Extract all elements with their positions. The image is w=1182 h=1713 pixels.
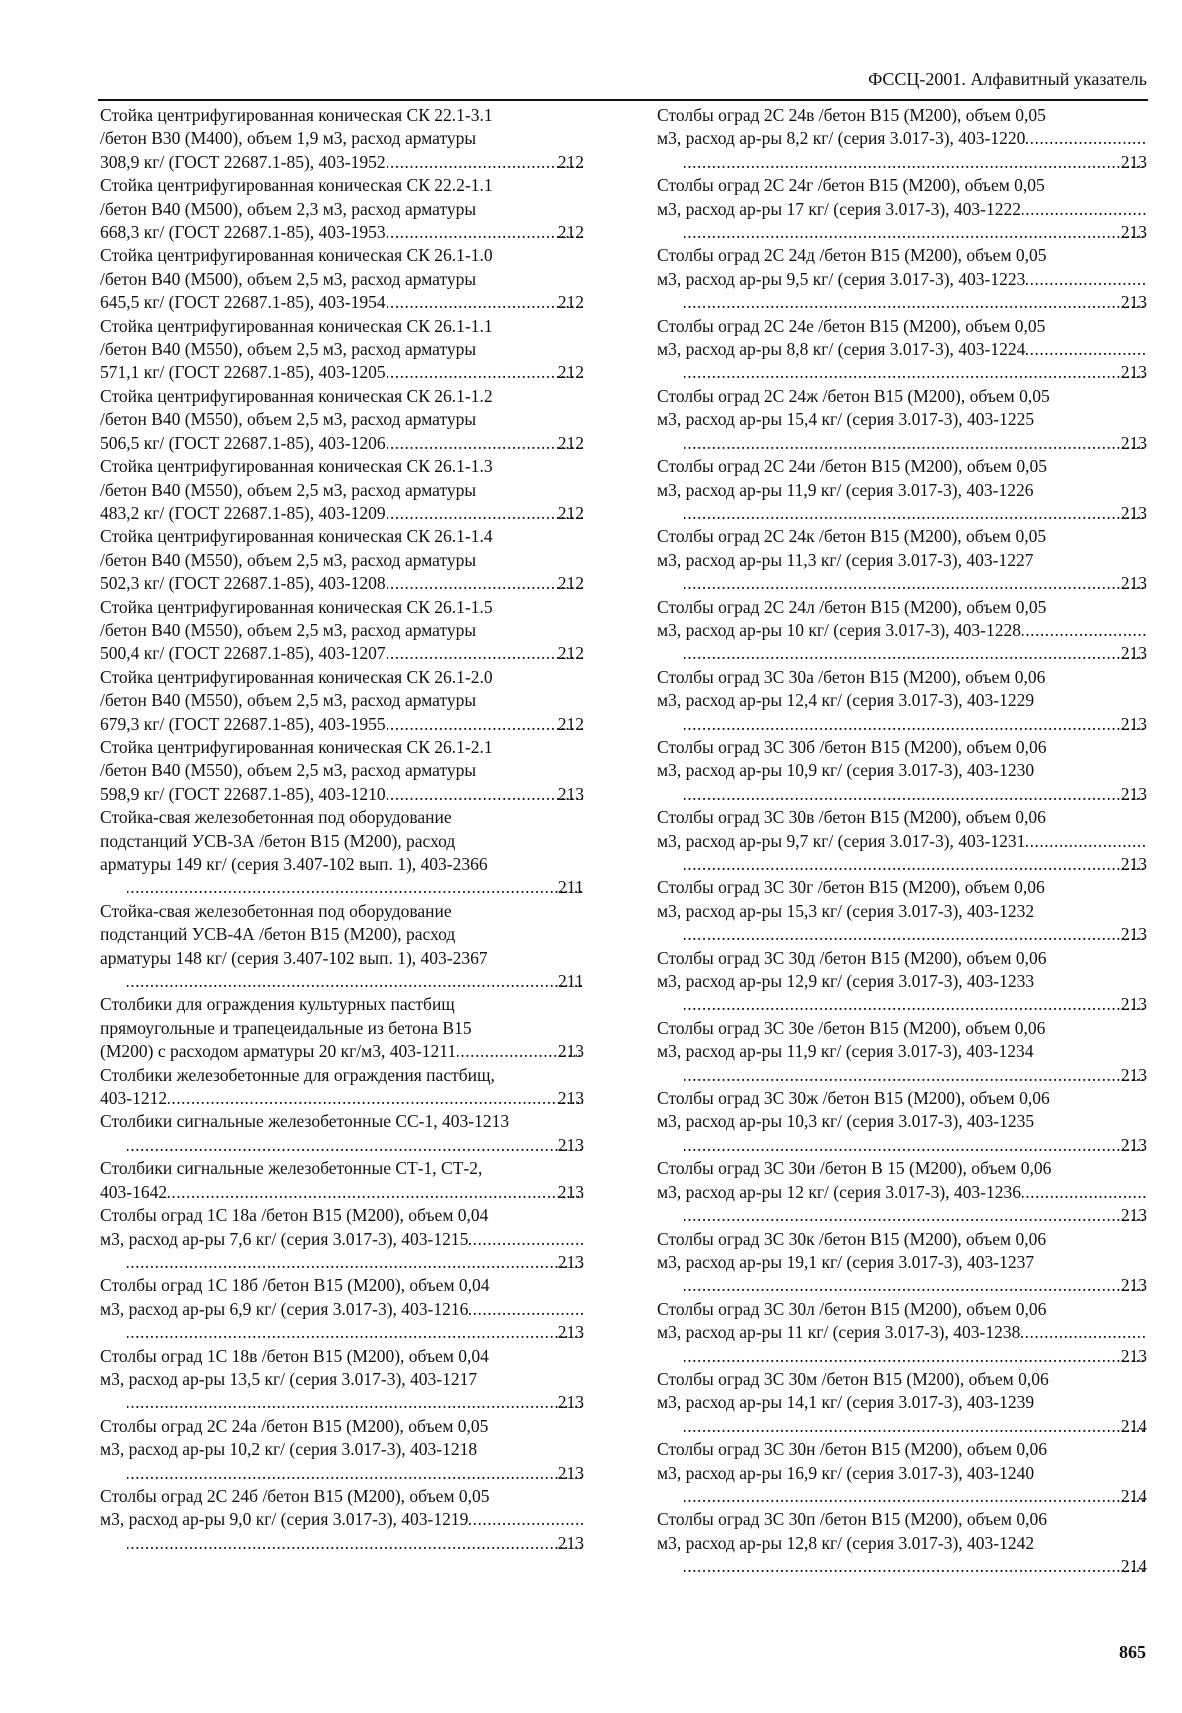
entry-line: /бетон В40 (М500), объем 2,5 м3, расход арматуры <box>100 268 477 289</box>
entry-line: Стойка-свая железобетонная под оборудование <box>100 807 452 828</box>
entry-line <box>126 1251 584 1274</box>
dot-leader <box>1026 127 1146 150</box>
entry-line: /бетон В40 (М550), объем 2,5 м3, расход арматуры <box>100 339 477 360</box>
entry-line <box>683 1555 1147 1578</box>
entry-line: м3, расход ар-ры 19,1 кг/ (серия 3.017-3), 403-1237 <box>657 1251 1035 1272</box>
entry-line <box>100 572 584 595</box>
index-entry <box>100 1345 584 1415</box>
dot-leader <box>469 1508 583 1531</box>
dot-leader <box>387 713 583 736</box>
entry-line <box>100 1181 584 1204</box>
index-entry <box>657 455 1147 525</box>
entry-text: м3, расход ар-ры 7,6 кг/ (серия 3.017-3), 403-1215 <box>100 1228 469 1249</box>
entry-line: м3, расход ар-ры 15,3 кг/ (серия 3.017-3), 403-1232 <box>657 900 1035 921</box>
index-entry <box>657 666 1147 736</box>
dot-leader <box>387 432 583 455</box>
entry-line <box>683 642 1147 665</box>
entry-line: м3, расход ар-ры 11,3 кг/ (серия 3.017-3), 403-1227 <box>657 549 1034 570</box>
entry-line: Столбы оград 3С 30н /бетон В15 (М200), объем 0,06 <box>657 1439 1047 1460</box>
entry-line: ..... 211 <box>126 876 584 899</box>
dot-leader <box>127 1462 583 1485</box>
entry-line: Столбы оград 1С 18в /бетон В15 (М200), объем 0,04 <box>100 1345 489 1366</box>
index-entry <box>657 104 1147 174</box>
entry-line <box>683 1204 1147 1227</box>
index-column-left <box>100 104 584 1555</box>
dot-leader <box>684 1274 1146 1297</box>
entry-text: 403-1212 <box>100 1088 168 1109</box>
entry-line <box>683 361 1147 384</box>
entry-text: 668,3 кг/ (ГОСТ 22687.1-85), 403-1953 <box>100 222 386 243</box>
entry-line <box>683 993 1147 1016</box>
index-entry <box>100 244 584 314</box>
index-entry <box>657 806 1147 876</box>
entry-text: 500,4 кг/ (ГОСТ 22687.1-85), 403-1207 <box>100 643 386 664</box>
dot-leader <box>168 1181 583 1204</box>
entry-line <box>657 1181 1147 1204</box>
entry-text: 502,3 кг/ (ГОСТ 22687.1-85), 403-1208 <box>100 573 386 594</box>
entry-text: 506,5 кг/ (ГОСТ 22687.1-85), 403-1206 <box>100 432 386 453</box>
index-entry <box>657 1228 1147 1298</box>
dot-leader <box>684 1485 1146 1508</box>
index-entry <box>100 736 584 806</box>
entry-line: м3, расход ар-ры 11,9 кг/ (серия 3.017-3), 403-1234 <box>657 1041 1034 1062</box>
entry-line: Стойка центрифугированная коническая СК 26.1-1.4 <box>100 526 493 547</box>
entry-line: Столбы оград 2С 24л /бетон В15 (М200), объем 0,05 <box>657 596 1047 617</box>
running-header: ФССЦ-2001. Алфавитный указатель <box>868 69 1147 89</box>
index-entry <box>657 1508 1147 1578</box>
index-entry <box>657 525 1147 595</box>
entry-text: м3, расход ар-ры 10 кг/ (серия 3.017-3), 403-1228 <box>657 619 1021 640</box>
entry-line <box>683 432 1147 455</box>
entry-line: /бетон В40 (М550), объем 2,5 м3, расход арматуры <box>100 619 477 640</box>
entry-line: м3, расход ар-ры 14,1 кг/ (серия 3.017-3), 403-1239 <box>657 1392 1035 1413</box>
index-entry <box>100 1485 584 1555</box>
entry-line: Стойка-свая железобетонная под оборудование <box>100 900 452 921</box>
index-entry <box>100 1274 584 1344</box>
index-entry <box>657 1087 1147 1157</box>
dot-leader <box>684 1555 1146 1578</box>
index-entry <box>100 993 584 1063</box>
entry-text: м3, расход ар-ры 9,0 кг/ (серия 3.017-3), 403-1219 <box>100 1509 469 1530</box>
entry-line <box>683 713 1147 736</box>
entry-line: м3, расход ар-ры 10,2 кг/ (серия 3.017-3), 403-1218 <box>100 1439 478 1460</box>
entry-line <box>100 432 584 455</box>
index-entry <box>657 736 1147 806</box>
entry-line: Столбы оград 3С 30а /бетон В15 (М200), объем 0,06 <box>657 666 1046 687</box>
entry-line: Столбы оград 3С 30в /бетон В15 (М200), объем 0,06 <box>657 807 1046 828</box>
entry-line <box>126 1321 584 1344</box>
dot-leader <box>1026 268 1146 291</box>
dot-leader <box>168 1087 583 1110</box>
entry-text: м3, расход ар-ры 9,7 кг/ (серия 3.017-3), 403-1231 <box>657 830 1026 851</box>
entry-text: 483,2 кг/ (ГОСТ 22687.1-85), 403-1209 <box>100 502 386 523</box>
index-entry <box>100 1110 584 1157</box>
entry-line <box>100 713 584 736</box>
dot-leader <box>1026 830 1146 853</box>
entry-line: арматуры 148 кг/ (серия 3.407-102 вып. 1), 403-2367 <box>100 947 488 968</box>
entry-line: м3, расход ар-ры 12,8 кг/ (серия 3.017-3), 403-1242 <box>657 1532 1035 1553</box>
entry-line: Столбики для ограждения культурных пастбищ <box>100 994 455 1015</box>
index-entry <box>100 1204 584 1274</box>
entry-line: Стойка центрифугированная коническая СК 26.1-1.3 <box>100 456 493 477</box>
entry-text: м3, расход ар-ры 9,5 кг/ (серия 3.017-3), 403-1223 <box>657 268 1026 289</box>
entry-line: м3, расход ар-ры 13,5 кг/ (серия 3.017-3), 403-1217 <box>100 1368 478 1389</box>
entry-text: 679,3 кг/ (ГОСТ 22687.1-85), 403-1955 <box>100 713 386 734</box>
dot-leader <box>684 502 1146 525</box>
dot-leader <box>1022 198 1146 221</box>
entry-line: Столбы оград 2С 24б /бетон В15 (М200), объем 0,05 <box>100 1485 490 1506</box>
index-entry <box>100 1064 584 1111</box>
dot-leader <box>127 1321 583 1344</box>
entry-line: Столбы оград 2С 24ж /бетон В15 (М200), объем 0,05 <box>657 385 1050 406</box>
entry-line: ..... 211 <box>126 970 584 993</box>
entry-line: Столбы оград 3С 30к /бетон В15 (М200), объем 0,06 <box>657 1228 1047 1249</box>
entry-line <box>100 151 584 174</box>
entry-line <box>683 1064 1147 1087</box>
dot-leader <box>1026 338 1146 361</box>
index-entry <box>100 315 584 385</box>
dot-leader <box>684 1415 1146 1438</box>
entry-line: Столбы оград 2С 24е /бетон В15 (М200), объем 0,05 <box>657 315 1046 336</box>
index-entry <box>100 596 584 666</box>
entry-text: 598,9 кг/ (ГОСТ 22687.1-85), 403-1210 <box>100 783 386 804</box>
entry-line: Столбы оград 3С 30д /бетон В15 (М200), объем 0,06 <box>657 947 1047 968</box>
dot-leader <box>127 1532 583 1555</box>
index-entry <box>657 174 1147 244</box>
entry-line <box>683 291 1147 314</box>
entry-line: арматуры 149 кг/ (серия 3.407-102 вып. 1), 403-2366 <box>100 854 488 874</box>
dot-leader <box>684 923 1146 946</box>
entry-line <box>126 1462 584 1485</box>
dot-leader <box>469 1298 583 1321</box>
dot-leader <box>387 783 583 806</box>
entry-line <box>657 198 1147 221</box>
entry-line <box>683 572 1147 595</box>
entry-line <box>126 1134 584 1157</box>
entry-line <box>683 151 1147 174</box>
dot-leader <box>684 291 1146 314</box>
dot-leader <box>127 1391 583 1414</box>
dot-leader <box>684 1345 1146 1368</box>
entry-line: Столбики сигнальные железобетонные СТ-1, СТ-2, <box>100 1158 483 1179</box>
entry-line: Столбики сигнальные железобетонные СС-1, 403-1213 <box>100 1111 510 1132</box>
index-entry <box>657 385 1147 455</box>
entry-text: (М200) с расходом арматуры 20 кг/м3, 403-1211 <box>100 1041 457 1062</box>
entry-line <box>657 268 1147 291</box>
entry-line: Столбы оград 2С 24в /бетон В15 (М200), объем 0,05 <box>657 105 1046 125</box>
index-entry <box>657 1438 1147 1508</box>
entry-text: 308,9 кг/ (ГОСТ 22687.1-85), 403-1952 <box>100 151 386 172</box>
entry-line: м3, расход ар-ры 11,9 кг/ (серия 3.017-3), 403-1226 <box>657 479 1034 500</box>
entry-line <box>100 1228 584 1251</box>
entry-line <box>657 1321 1147 1344</box>
entry-line: Столбы оград 3С 30е /бетон В15 (М200), объем 0,06 <box>657 1017 1046 1038</box>
entry-line: Столбы оград 3С 30ж /бетон В15 (М200), объем 0,06 <box>657 1088 1050 1109</box>
dot-leader <box>387 361 583 384</box>
entry-line: м3, расход ар-ры 12,9 кг/ (серия 3.017-3), 403-1233 <box>657 971 1035 992</box>
entry-line: /бетон В40 (М550), объем 2,5 м3, расход арматуры <box>100 479 477 500</box>
entry-line: Столбы оград 3С 30л /бетон В15 (М200), объем 0,06 <box>657 1298 1047 1319</box>
entry-line: Стойка центрифугированная коническая СК 26.1-2.0 <box>100 666 493 687</box>
entry-line <box>657 619 1147 642</box>
entry-line: Стойка центрифугированная коническая СК 26.1-1.1 <box>100 315 493 336</box>
entry-line <box>683 502 1147 525</box>
dot-leader <box>684 432 1146 455</box>
entry-line <box>126 1391 584 1414</box>
entry-line: Стойка центрифугированная коническая СК 26.1-1.2 <box>100 385 493 406</box>
header-rule <box>98 99 1148 101</box>
dot-leader <box>127 1251 583 1274</box>
entry-line: Столбы оград 3С 30м /бетон В15 (М200), объем 0,06 <box>657 1368 1049 1389</box>
entry-line: Столбы оград 3С 30и /бетон В 15 (М200), объем 0,06 <box>657 1158 1052 1179</box>
entry-line: Стойка центрифугированная коническая СК 26.1-1.0 <box>100 245 493 266</box>
entry-line <box>683 1274 1147 1297</box>
dot-leader <box>684 151 1146 174</box>
entry-line <box>100 502 584 525</box>
entry-line: м3, расход ар-ры 16,9 кг/ (серия 3.017-3), 403-1240 <box>657 1462 1035 1483</box>
entry-line: Стойка центрифугированная коническая СК 26.1-2.1 <box>100 736 493 757</box>
entry-text: 645,5 кг/ (ГОСТ 22687.1-85), 403-1954 <box>100 292 386 313</box>
dot-leader <box>1022 1181 1146 1204</box>
dot-leader <box>684 783 1146 806</box>
entry-text: м3, расход ар-ры 11 кг/ (серия 3.017-3), 403-1238 <box>657 1322 1021 1343</box>
dot-leader <box>684 1204 1146 1227</box>
index-entry <box>100 525 584 595</box>
entry-line <box>100 291 584 314</box>
entry-line: м3, расход ар-ры 12,4 кг/ (серия 3.017-3), 403-1229 <box>657 690 1035 711</box>
entry-line: Столбы оград 2С 24к /бетон В15 (М200), объем 0,05 <box>657 526 1047 547</box>
dot-leader <box>1022 619 1146 642</box>
dot-leader <box>684 361 1146 384</box>
index-entry <box>657 315 1147 385</box>
index-entry <box>100 806 584 900</box>
entry-line: прямоугольные и трапецеидальные из бетона В15 <box>100 1017 472 1038</box>
entry-line <box>683 853 1147 876</box>
entry-line: Столбы оград 1С 18а /бетон В15 (М200), объем 0,04 <box>100 1205 489 1226</box>
dot-leader <box>684 1134 1146 1157</box>
entry-line: /бетон В40 (М500), объем 2,3 м3, расход арматуры <box>100 198 477 219</box>
entry-line: /бетон В40 (М550), объем 2,5 м3, расход арматуры <box>100 549 477 570</box>
index-entry <box>100 1157 584 1204</box>
dot-leader <box>127 970 583 993</box>
dot-leader <box>387 291 583 314</box>
entry-line: /бетон В30 (М400), объем 1,9 м3, расход арматуры <box>100 128 477 149</box>
entry-line: Столбы оград 1С 18б /бетон В15 (М200), объем 0,04 <box>100 1275 490 1296</box>
page-number: 865 <box>1119 1642 1146 1662</box>
index-entry <box>100 900 584 994</box>
index-entry <box>100 666 584 736</box>
entry-line: /бетон В40 (М550), объем 2,5 м3, расход арматуры <box>100 690 477 711</box>
entry-line <box>100 361 584 384</box>
index-entry <box>657 947 1147 1017</box>
dot-leader <box>127 1134 583 1157</box>
entry-line <box>683 1345 1147 1368</box>
entry-text: 571,1 кг/ (ГОСТ 22687.1-85), 403-1205 <box>100 362 386 383</box>
entry-line <box>683 783 1147 806</box>
dot-leader <box>684 572 1146 595</box>
dot-leader <box>127 876 583 899</box>
entry-line <box>100 221 584 244</box>
entry-text: м3, расход ар-ры 17 кг/ (серия 3.017-3), 403-1222 <box>657 198 1021 219</box>
index-entry <box>657 244 1147 314</box>
entry-line: Столбики железобетонные для ограждения пастбищ, <box>100 1064 495 1085</box>
index-entry <box>100 174 584 244</box>
index-entry <box>100 385 584 455</box>
dot-leader <box>469 1228 583 1251</box>
entry-line <box>100 1298 584 1321</box>
entry-line: Столбы оград 2С 24д /бетон В15 (М200), объем 0,05 <box>657 245 1047 266</box>
index-entry <box>657 1298 1147 1368</box>
entry-line <box>126 1532 584 1555</box>
entry-line <box>100 1040 584 1063</box>
entry-line: Столбы оград 3С 30п /бетон В15 (М200), объем 0,06 <box>657 1509 1047 1530</box>
dot-leader <box>387 151 583 174</box>
dot-leader <box>387 221 583 244</box>
dot-leader <box>684 993 1146 1016</box>
dot-leader <box>684 713 1146 736</box>
dot-leader <box>684 221 1146 244</box>
dot-leader <box>684 1064 1146 1087</box>
entry-line: м3, расход ар-ры 10,3 кг/ (серия 3.017-3), 403-1235 <box>657 1111 1035 1132</box>
entry-line <box>657 830 1147 853</box>
index-entry <box>100 1415 584 1485</box>
index-entry <box>100 455 584 525</box>
index-entry <box>100 104 584 174</box>
entry-line: Столбы оград 2С 24а /бетон В15 (М200), объем 0,05 <box>100 1415 489 1436</box>
entry-line: Столбы оград 3С 30б /бетон В15 (М200), объем 0,06 <box>657 736 1047 757</box>
entry-line: Стойка центрифугированная коническая СК 26.1-1.5 <box>100 596 493 617</box>
index-column-right <box>657 104 1147 1579</box>
dot-leader <box>684 642 1146 665</box>
index-entry <box>657 1017 1147 1087</box>
entry-line <box>100 1508 584 1531</box>
dot-leader <box>387 572 583 595</box>
entry-line <box>100 1087 584 1110</box>
entry-line: Столбы оград 2С 24и /бетон В15 (М200), объем 0,05 <box>657 456 1047 477</box>
index-entry <box>657 1368 1147 1438</box>
entry-text: м3, расход ар-ры 6,9 кг/ (серия 3.017-3), 403-1216 <box>100 1298 469 1319</box>
entry-line <box>657 127 1147 150</box>
entry-text: м3, расход ар-ры 8,2 кг/ (серия 3.017-3), 403-1220 <box>657 128 1026 149</box>
dot-leader <box>387 642 583 665</box>
index-entry <box>657 1157 1147 1227</box>
index-entry <box>657 876 1147 946</box>
entry-line: /бетон В40 (М550), объем 2,5 м3, расход арматуры <box>100 409 477 430</box>
entry-line: подстанций УСВ-3А /бетон В15 (М200), расход <box>100 830 456 851</box>
entry-text: м3, расход ар-ры 12 кг/ (серия 3.017-3), 403-1236 <box>657 1181 1021 1202</box>
entry-line: Стойка центрифугированная коническая СК 22.2-1.1 <box>100 175 493 196</box>
entry-line <box>683 1415 1147 1438</box>
entry-line <box>683 221 1147 244</box>
entry-line: Столбы оград 2С 24г /бетон В15 (М200), объем 0,05 <box>657 175 1045 196</box>
dot-leader <box>387 502 583 525</box>
dot-leader <box>1021 1321 1146 1344</box>
entry-line: подстанций УСВ-4А /бетон В15 (М200), расход <box>100 924 456 945</box>
entry-line <box>657 338 1147 361</box>
entry-line <box>100 783 584 806</box>
entry-line <box>683 923 1147 946</box>
entry-text: 403-1642 <box>100 1181 168 1202</box>
entry-line <box>683 1485 1147 1508</box>
index-entry <box>657 596 1147 666</box>
entry-line: /бетон В40 (М550), объем 2,5 м3, расход арматуры <box>100 760 477 781</box>
entry-line: Стойка центрифугированная коническая СК 22.1-3.1 <box>100 105 493 125</box>
dot-leader <box>684 853 1146 876</box>
entry-text: м3, расход ар-ры 8,8 кг/ (серия 3.017-3), 403-1224 <box>657 339 1026 360</box>
entry-line: м3, расход ар-ры 15,4 кг/ (серия 3.017-3), 403-1225 <box>657 409 1035 430</box>
entry-line: Столбы оград 3С 30г /бетон В15 (М200), объем 0,06 <box>657 877 1045 898</box>
entry-line: м3, расход ар-ры 10,9 кг/ (серия 3.017-3), 403-1230 <box>657 760 1035 781</box>
entry-line <box>100 642 584 665</box>
entry-line <box>683 1134 1147 1157</box>
